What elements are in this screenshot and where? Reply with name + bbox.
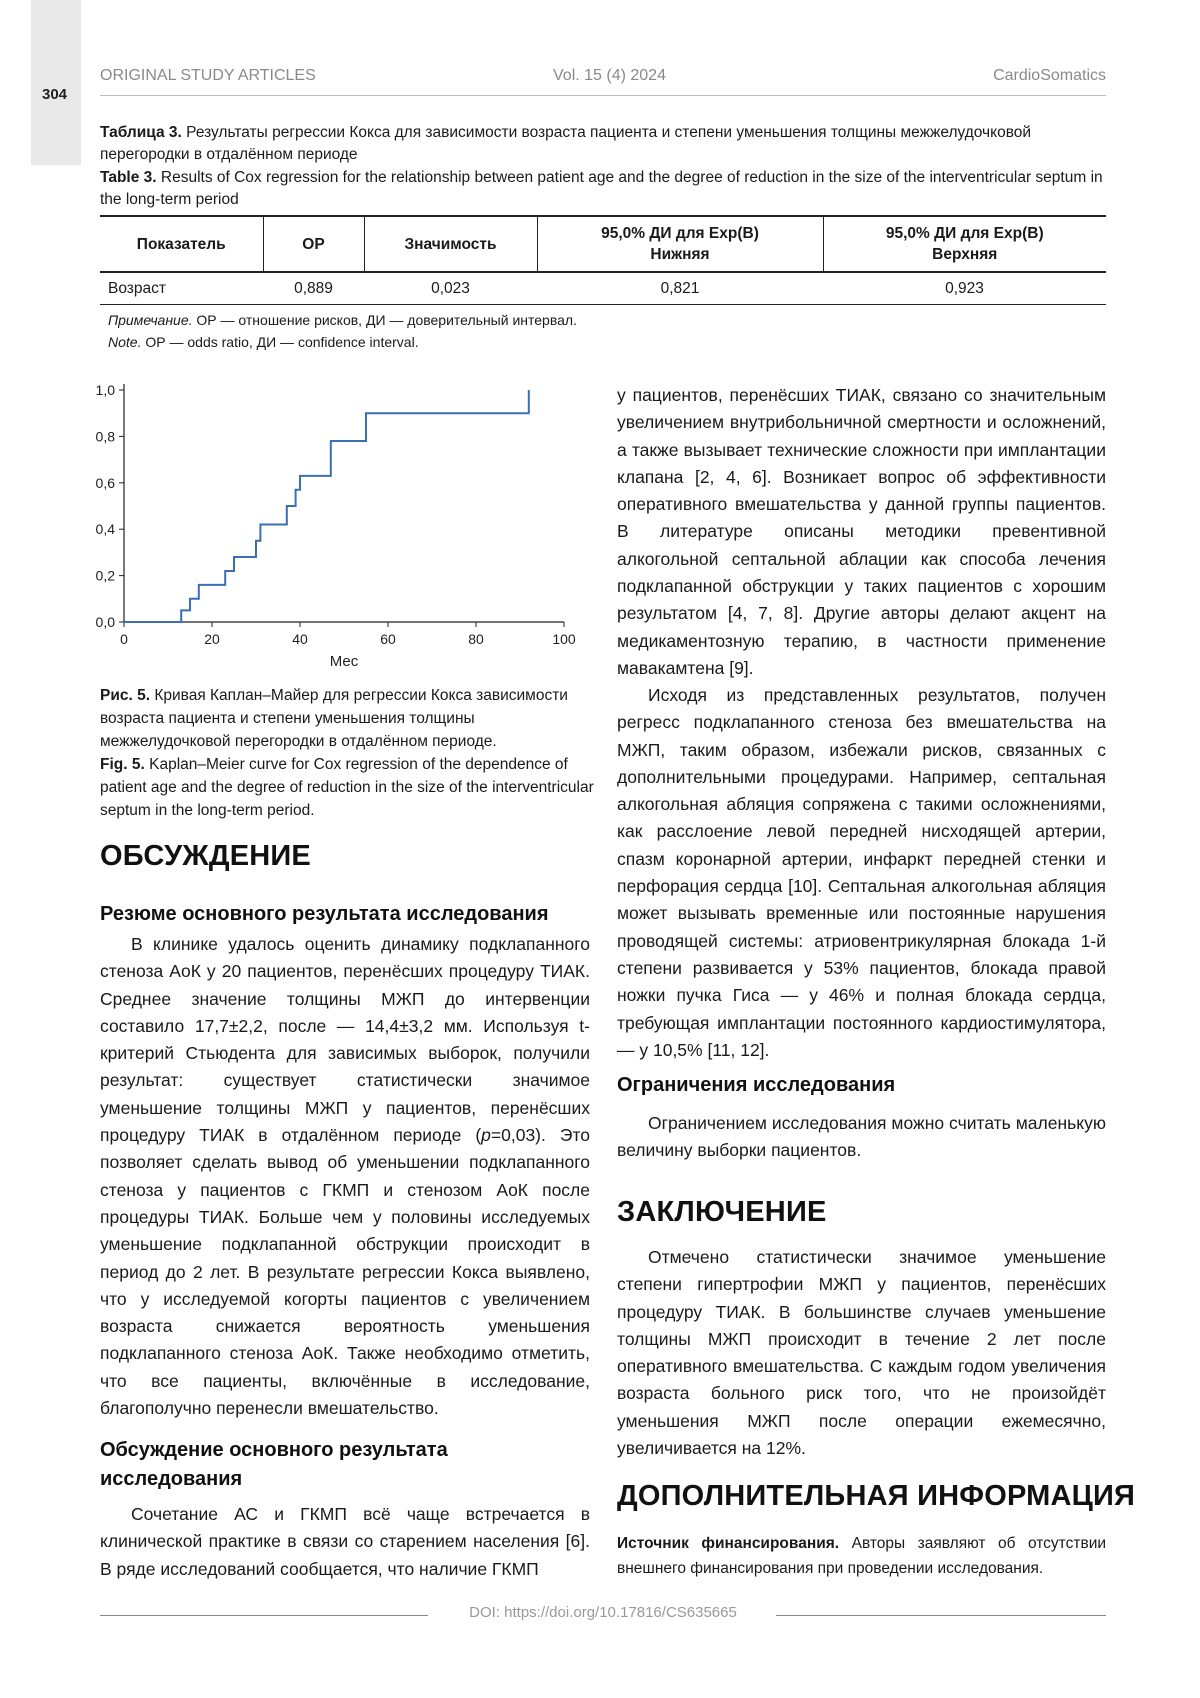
right-continuation-paragraph: у пациентов, перенёсших ТИАК, связано со значительным увеличением внутрибольничной смертности и осложнений, а также вызывает технические сложности при имплантации клапана [2, 4, 6]. Возникает вопрос об эффективности оперативного вмешательства у данной группы пациентов. В литературе описаны методики превентивной алкогольной септальной аблации как способа лечения подклапанной обструкции у таких пациентов с хорошим результатом [4, 7, 8]. Другие авторы делают акцент на медикаментозную терапию, в частности применение мавакамтена [9]. [617, 385, 1106, 678]
ci-lower-title: 95,0% ДИ для Exp(B) [601, 225, 759, 242]
cell-significance: 0,023 [364, 272, 537, 305]
chart-x-axis-label: Мес [329, 653, 359, 670]
p-value-symbol: p [481, 1125, 491, 1146]
chart-y-tick-label: 0,8 [95, 428, 115, 445]
chart-x-tick-label: 40 [292, 631, 308, 647]
table-row [100, 272, 1106, 305]
chart-y-tick-label: 1,0 [95, 382, 115, 398]
table-header-row [100, 216, 1106, 272]
cell-or: 0,889 [263, 272, 364, 305]
header-journal: CardioSomatics [993, 67, 1106, 84]
chart-x-tick-label: 20 [204, 631, 220, 647]
summary-heading: Резюме основного результата исследования [100, 903, 549, 925]
table-caption-ru [100, 122, 1106, 166]
chart-y-tick-label: 0,2 [95, 567, 115, 584]
chart-series-line [124, 390, 529, 622]
chart-y-tick-label: 0,4 [95, 521, 115, 538]
figure-caption-ru-label: Рис. 5. [100, 687, 151, 704]
additional-info-heading: ДОПОЛНИТЕЛЬНАЯ ИНФОРМАЦИЯ [617, 1480, 1136, 1512]
cell-indicator: Возраст [100, 272, 263, 305]
funding-statement [617, 1531, 1106, 1581]
summary-text-2: =0,03). Это позволяет сделать вывод об уменьшении подклапанного стеноза у пациентов с ГКМП и стенозом АоК после процедуры ТИАК. Больше чем у половины исследуемых уменьшение подклапанной обструкции происходит в период до 2 лет. В результате регрессии Кокса выявлено, что у исследуемой когорты пациентов с увеличением возраста снижается вероятность уменьшения подклапанного стеноза АоК. Также необходимо отметить, что все пациенты, включённые в исследование, благополучно перенесли вмешательство. [100, 1125, 590, 1419]
figure-caption-en-text: Kaplan–Meier curve for Cox regression of the dependence of patient age and the degree of reduction in the size of the interventricular septum in the long-term period. [100, 756, 594, 819]
summary-text-1: В клинике удалось оценить динамику подклапанного стеноза АоК у 20 пациентов, перенёсших процедуру ТИАК. Среднее значение толщины МЖП до интервенции составило 17,7±2,2, после — 14,4±3,2 мм. Используя t-критерий Стьюдента для зависимых выборок, получили результат: существует статистически значимое уменьшение толщины МЖП у пациентов, перенёсших процедуру ТИАК в отдалённом периоде ( [100, 934, 590, 1146]
chart-y-tick-label: 0,0 [95, 614, 115, 630]
ci-lower-sub: Нижняя [650, 246, 710, 263]
table-caption-en [100, 167, 1106, 211]
results-table [100, 215, 1106, 305]
col-header-ci-lower [537, 216, 823, 272]
conclusion-paragraph: Отмечено статистически значимое уменьшение степени гипертрофии МЖП у пациентов, перенёсших процедуру ТИАК. В большинстве случаев уменьшение толщины МЖП происходит в течение 2 лет после оперативного вмешательства. С каждым годом увеличения возраста больного риск того, что не произойдёт уменьшения МЖП после операции ежемесячно, увеличивается на 12%. [617, 1247, 1106, 1459]
table-caption-en-label: Table 3. [100, 169, 157, 186]
footer-rule-right [776, 1615, 1106, 1616]
table-caption-ru-label: Таблица 3. [100, 124, 182, 141]
col-header-significance: Значимость [364, 216, 537, 272]
table-caption-en-text: Results of Cox regression for the relationship between patient age and the degree of reduction in the size of the interventricular septum in the long-term period [100, 169, 1103, 208]
table-note-ru [108, 310, 577, 330]
table-note-en [108, 332, 419, 352]
page-number: 304 [42, 86, 68, 103]
cell-ci-lower: 0,821 [537, 272, 823, 305]
chart-x-tick-label: 0 [120, 631, 128, 647]
running-header [100, 67, 1106, 89]
col-header-or: ОР [263, 216, 364, 272]
footer-doi: DOI: https://doi.org/10.17816/CS635665 [469, 1604, 737, 1621]
page-footer [100, 1604, 1106, 1626]
table-note-ru-label: Примечание. [108, 312, 193, 328]
main-discussion-heading: Обсуждение основного результата исследования [100, 1439, 448, 1490]
page-number-tab [31, 0, 81, 165]
ci-upper-sub: Верхняя [932, 246, 998, 263]
summary-paragraph [100, 931, 590, 1422]
cell-ci-upper: 0,923 [823, 272, 1106, 305]
chart-y-tick-label: 0,6 [95, 474, 115, 491]
kaplan-meier-chart [92, 378, 592, 678]
table-note-en-text: ОР — odds ratio, ДИ — confidence interval. [145, 334, 419, 350]
chart-x-tick-label: 100 [552, 631, 576, 647]
col-header-ci-upper [823, 216, 1106, 272]
table-note-en-label: Note. [108, 334, 142, 350]
table-caption-ru-text: Результаты регрессии Кокса для зависимости возраста пациента и степени уменьшения толщины межжелудочковой перегородки в отдалённом периоде [100, 124, 1032, 163]
funding-text: Авторы заявляют об отсутствии внешнего финансирования при проведении исследования. [617, 1535, 1107, 1577]
col-header-indicator: Показатель [100, 216, 263, 272]
funding-label: Источник финансирования. [617, 1535, 840, 1552]
header-divider [100, 95, 1106, 96]
chart-x-tick-label: 60 [380, 631, 396, 647]
header-volume: Vol. 15 (4) 2024 [553, 67, 666, 84]
results-paragraph: Исходя из представленных результатов, получен регресс подклапанного стеноза без вмешательства на МЖП, таким образом, избежали рисков, связанных с дополнительными процедурами. Например, септальная алкогольная абляция сопряжена с такими осложнениями, как расслоение левой передней нисходящей артерии, спазм коронарной артерии, инфаркт передней стенки и перфорация сердца [10]. Септальная алкогольная абляция может вызывать временные или постоянные нарушения проводящей системы: атриовентрикулярная блокада 1-й степени развивается у 53% пациентов, блокада правой ножки пучка Гиса — у 46% и полная блокада сердца, требующая имплантации постоянного кардиостимулятора, — у 10,5% [11, 12]. [617, 685, 1106, 1060]
table-note-ru-text: ОР — отношение рисков, ДИ — доверительный интервал. [196, 312, 577, 328]
figure-caption-en-label: Fig. 5. [100, 756, 145, 773]
header-section: ORIGINAL STUDY ARTICLES [100, 67, 316, 84]
figure-caption-ru-text: Кривая Каплан–Майер для регрессии Кокса зависимости возраста пациента и степени уменьшения толщины межжелудочковой перегородки в отдалённом периоде. [100, 687, 568, 750]
figure-caption [100, 684, 600, 822]
main-discussion-paragraph: Сочетание АС и ГКМП всё чаще встречается в клинической практике в связи со старением населения [6]. В ряде исследований сообщается, что наличие ГКМП [100, 1504, 590, 1579]
chart-x-tick-label: 80 [468, 631, 484, 647]
discussion-heading: ОБСУЖДЕНИЕ [100, 840, 311, 872]
ci-upper-title: 95,0% ДИ для Exp(B) [885, 225, 1044, 242]
limitations-paragraph: Ограничением исследования можно считать маленькую величину выборки пациентов. [617, 1113, 1106, 1161]
conclusion-heading: ЗАКЛЮЧЕНИЕ [617, 1196, 827, 1228]
limitations-heading: Ограничения исследования [617, 1074, 896, 1096]
